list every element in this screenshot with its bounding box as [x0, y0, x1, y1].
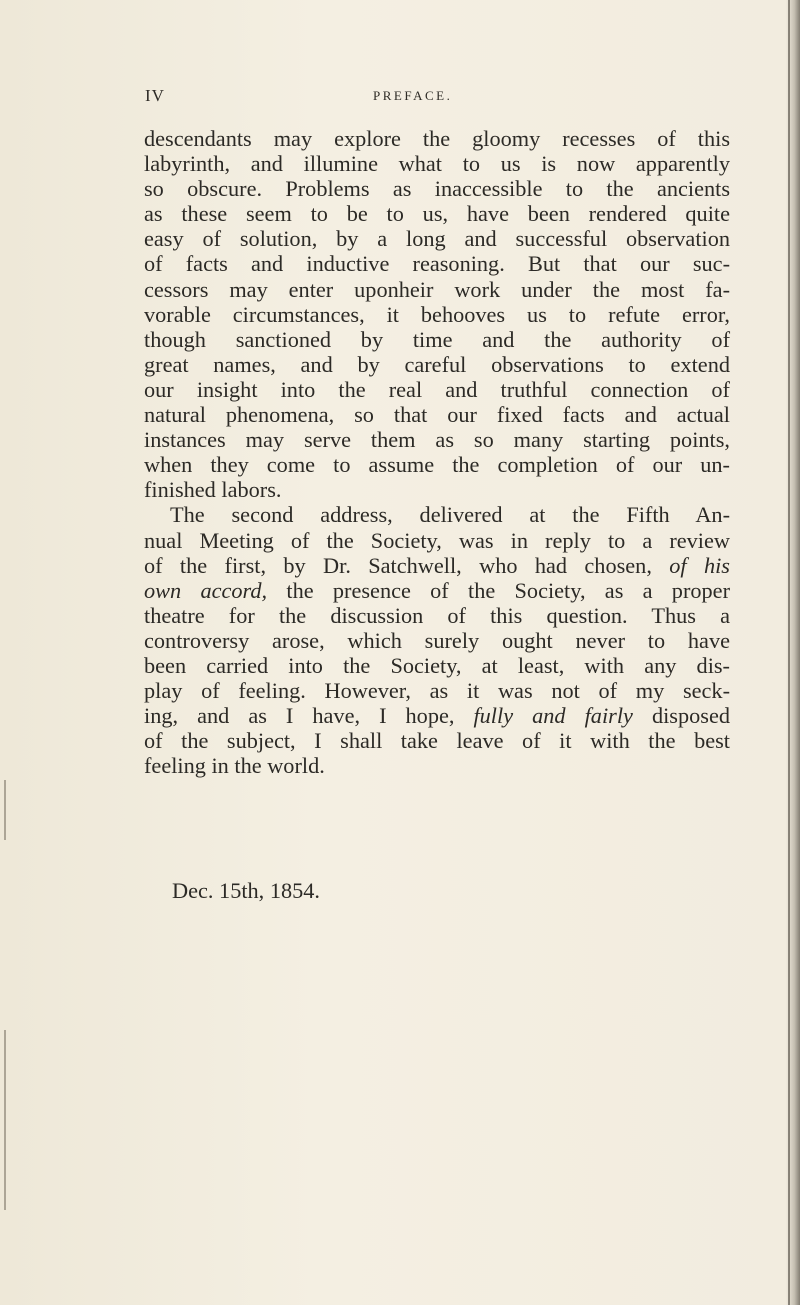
body-text [144, 126, 730, 778]
text-line: feeling in the world. [144, 753, 325, 779]
italic-text: fully and fairly [473, 703, 633, 729]
margin-mark [4, 780, 6, 840]
italic-text: of his [669, 552, 730, 578]
paragraph-2 [144, 502, 730, 778]
text-line [144, 703, 730, 728]
text-line: vorable circumstances, it behooves us to refute error, [144, 301, 730, 327]
signature-date: Dec. 15th, 1854. [172, 878, 320, 903]
page-number: IV [145, 86, 165, 105]
paragraph-1 [144, 126, 730, 502]
text-line [144, 553, 730, 578]
text-line: finished labors. [144, 477, 282, 503]
text-line: The second address, delivered at the Fifth An- [170, 502, 730, 528]
text-line: when they come to assume the completion of our un- [144, 452, 730, 478]
text-segment: of the first, by Dr. Satchwell, who had chosen, [144, 552, 652, 578]
text-line: been carried into the Society, at least, with any dis- [144, 652, 730, 678]
text-line: instances may serve them as so many starting points, [144, 427, 730, 453]
text-line: of the subject, I shall take leave of it with the best [144, 728, 730, 754]
page-header [0, 86, 800, 110]
page-edge-line [788, 0, 790, 1305]
text-line: controversy arose, which surely ought never to have [144, 627, 730, 653]
text-line: as these seem to be to us, have been rendered quite [144, 201, 730, 227]
text-line: of facts and inductive reasoning. But that our suc- [144, 251, 730, 277]
text-segment: the presence of the Society, as a proper [286, 577, 731, 603]
margin-mark [4, 1030, 6, 1210]
italic-text: own accord, [144, 577, 268, 603]
text-line: great names, and by careful observations to extend [144, 351, 730, 377]
text-line [144, 578, 730, 603]
text-segment: disposed [651, 703, 730, 729]
text-line: so obscure. Problems as inaccessible to the ancients [144, 176, 730, 202]
text-line: easy of solution, by a long and successful observation [144, 226, 730, 252]
text-line: though sanctioned by time and the authority of [144, 326, 730, 352]
running-head: PREFACE. [373, 88, 453, 103]
text-line: descendants may explore the gloomy recesses of this [144, 126, 730, 151]
text-line: our insight into the real and truthful connection of [144, 376, 730, 402]
text-line: cessors may enter uponheir work under the most fa- [144, 276, 730, 302]
text-line: natural phenomena, so that our fixed facts and actual [144, 402, 730, 428]
text-line: nual Meeting of the Society, was in reply to a review [144, 527, 730, 553]
text-line: play of feeling. However, as it was not of my seck- [144, 678, 730, 704]
text-line: labyrinth, and illumine what to us is now apparently [144, 151, 730, 177]
text-line: theatre for the discussion of this question. Thus a [144, 602, 730, 628]
text-segment: ing, and as I have, I hope, [144, 703, 455, 729]
